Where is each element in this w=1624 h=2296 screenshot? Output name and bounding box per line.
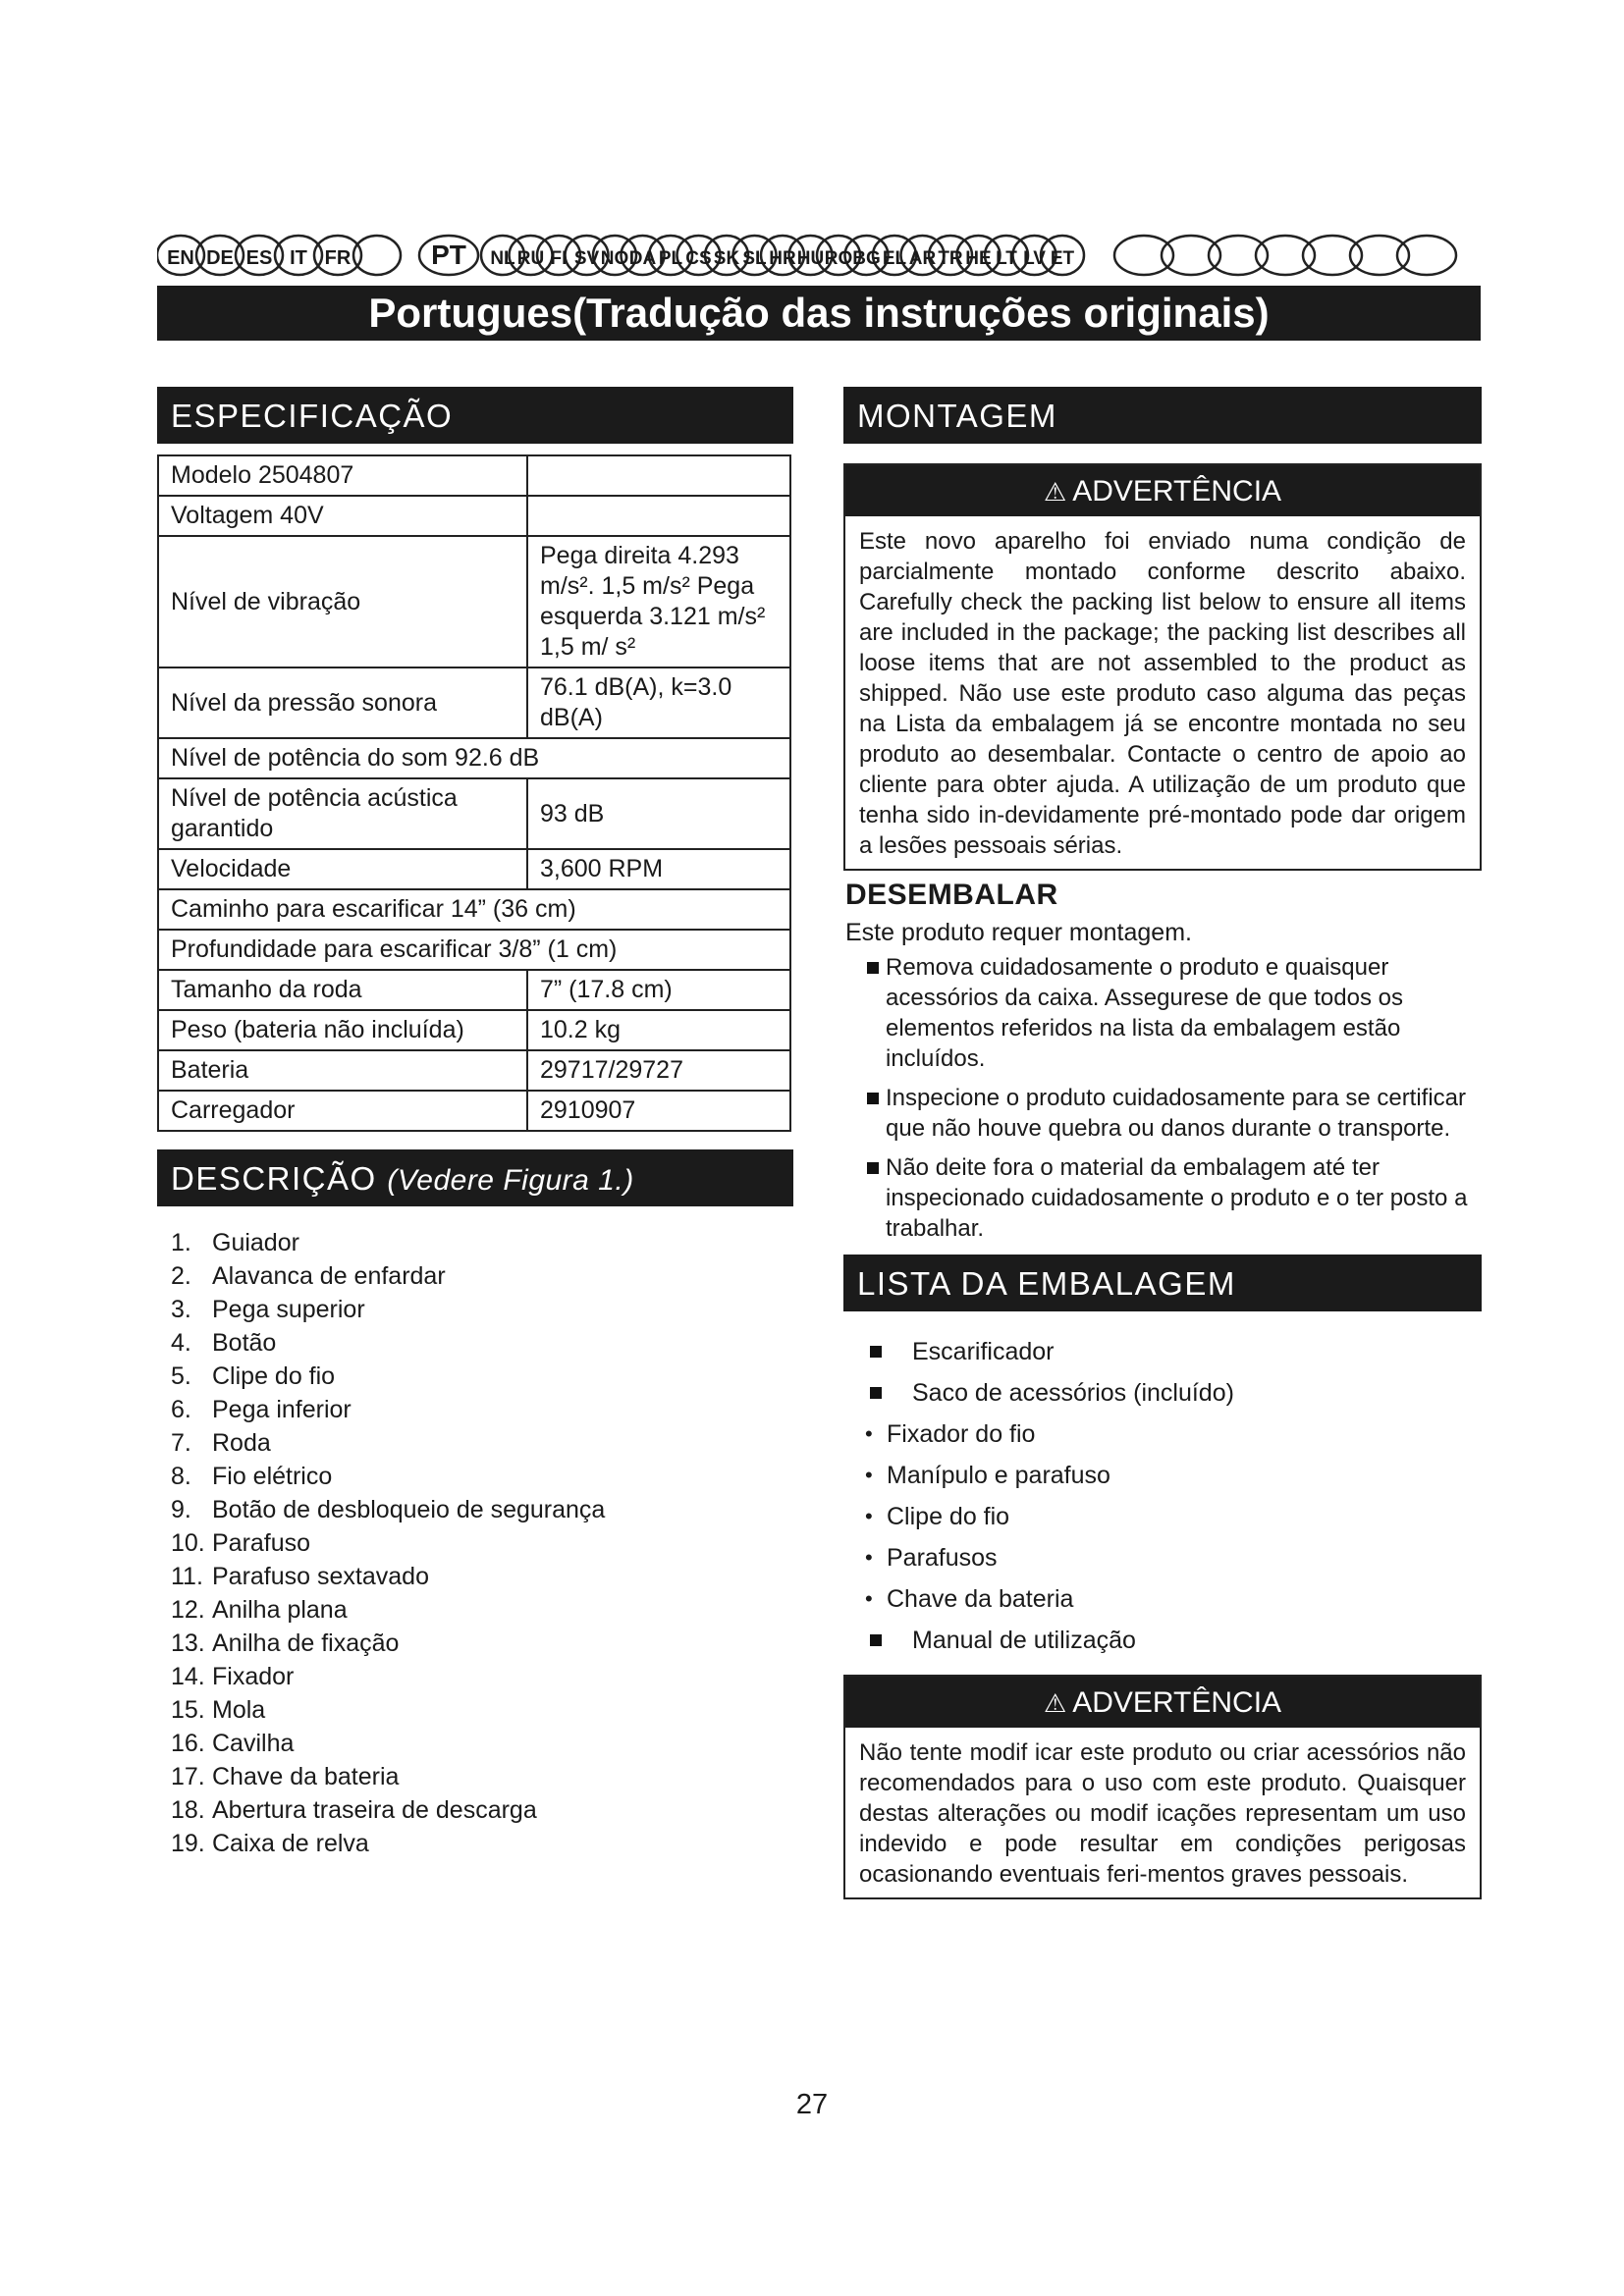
- descricao-heading-text: DESCRIÇÃO: [171, 1160, 377, 1197]
- language-tab-oval: [1114, 236, 1173, 275]
- item-text: Cavilha: [212, 1730, 295, 1757]
- warning-header: [845, 465, 1480, 516]
- warning-triangle-icon: ⚠: [1043, 1688, 1067, 1718]
- item-text: Anilha plana: [212, 1596, 348, 1624]
- list-item: [171, 1627, 793, 1660]
- language-tab-sv[interactable]: SV: [573, 248, 600, 269]
- spec-label: Peso (bateria não incluída): [158, 1010, 527, 1050]
- list-item: [843, 1620, 1482, 1661]
- list-item: [171, 1727, 793, 1760]
- dot-bullet-icon: •: [865, 1463, 873, 1487]
- language-tab-ar[interactable]: AR: [908, 248, 937, 269]
- spec-value: 3,600 RPM: [527, 849, 790, 889]
- item-number: 19.: [171, 1830, 205, 1857]
- language-tab-oval: [1162, 236, 1220, 275]
- item-text: Botão: [212, 1329, 277, 1357]
- spec-row: [158, 778, 790, 849]
- item-text: Fixador do fio: [887, 1420, 1036, 1448]
- item-text: Chave da bateria: [887, 1585, 1074, 1613]
- square-bullet-icon: [867, 962, 879, 974]
- item-number: 16.: [171, 1730, 205, 1757]
- item-text: Parafusos: [887, 1544, 998, 1572]
- language-tab-sk[interactable]: SK: [713, 248, 740, 269]
- item-text: Botão de desbloqueio de segurança: [212, 1496, 606, 1523]
- language-tab-es[interactable]: ES: [245, 247, 273, 269]
- list-item: [843, 1537, 1482, 1578]
- list-item: [843, 1414, 1482, 1455]
- spec-row: [158, 849, 790, 889]
- descricao-list: [157, 1226, 793, 1860]
- language-tab-ru[interactable]: RU: [516, 248, 545, 269]
- right-column: [843, 387, 1482, 1899]
- list-item: [171, 1493, 793, 1526]
- spec-row: [158, 970, 790, 1010]
- language-tab-tr[interactable]: TR: [938, 248, 963, 269]
- list-item: [171, 1226, 793, 1259]
- list-item: [171, 1593, 793, 1627]
- warning-box-assembly: [843, 463, 1482, 871]
- language-tab-strip: [157, 232, 1483, 279]
- item-number: 4.: [171, 1329, 191, 1357]
- item-number: 9.: [171, 1496, 191, 1523]
- warning-box-modification: [843, 1675, 1482, 1899]
- item-number: 5.: [171, 1362, 191, 1390]
- list-item: [171, 1460, 793, 1493]
- warning-title: ADVERTÊNCIA: [1072, 1686, 1282, 1719]
- spec-value: 10.2 kg: [527, 1010, 790, 1050]
- language-tab-no[interactable]: NO: [600, 248, 629, 269]
- list-item: [171, 1560, 793, 1593]
- warning-triangle-icon: ⚠: [1043, 477, 1067, 507]
- list-item: [171, 1259, 793, 1293]
- language-tab-et[interactable]: ET: [1050, 248, 1075, 269]
- list-item: [843, 952, 1482, 1074]
- spec-label: Tamanho da roda: [158, 970, 527, 1010]
- language-tab-fr[interactable]: FR: [324, 247, 352, 269]
- spec-value: Pega direita 4.293 m/s². 1,5 m/s² Pega esquerda 3.121 m/s² 1,5 m/ s²: [527, 536, 790, 667]
- item-text: Fio elétrico: [212, 1463, 333, 1490]
- item-text: Abertura traseira de descarga: [212, 1796, 537, 1824]
- page-number: 27: [795, 2089, 829, 2120]
- montagem-heading: MONTAGEM: [843, 387, 1482, 444]
- language-tab-bg[interactable]: BG: [852, 248, 881, 269]
- left-column: [157, 387, 793, 1860]
- packing-list: [843, 1331, 1482, 1661]
- language-tab-lt[interactable]: LT: [996, 248, 1017, 269]
- language-tab-nl[interactable]: NL: [490, 248, 515, 269]
- item-number: 2.: [171, 1262, 191, 1290]
- language-tab-oval: [1209, 236, 1268, 275]
- language-tab-hu[interactable]: HU: [796, 248, 825, 269]
- spec-value: 2910907: [527, 1091, 790, 1131]
- spec-label: Caminho para escarificar 14” (36 cm): [158, 889, 790, 930]
- spec-value: [527, 496, 790, 536]
- spec-label: Nível de potência do som 92.6 dB: [158, 738, 790, 778]
- square-bullet-icon: [870, 1387, 882, 1399]
- list-item: [171, 1526, 793, 1560]
- dot-bullet-icon: •: [865, 1504, 873, 1528]
- list-item: [843, 1331, 1482, 1372]
- desembalar-heading: DESEMBALAR: [845, 879, 1058, 911]
- language-tab-fi[interactable]: FI: [550, 248, 568, 269]
- spec-row: [158, 1091, 790, 1131]
- desembalar-list: [843, 952, 1482, 1244]
- item-text: Caixa de relva: [212, 1830, 369, 1857]
- list-item: [843, 1372, 1482, 1414]
- item-text: Chave da bateria: [212, 1763, 400, 1790]
- list-item: [843, 1083, 1482, 1144]
- spec-value: 7” (17.8 cm): [527, 970, 790, 1010]
- item-text: Roda: [212, 1429, 271, 1457]
- item-text: Pega superior: [212, 1296, 365, 1323]
- spec-label: Nível de potência acústica garantido: [158, 778, 527, 849]
- spec-label: Modelo 2504807: [158, 455, 527, 496]
- spec-value: [527, 455, 790, 496]
- spec-label: Carregador: [158, 1091, 527, 1131]
- item-number: 8.: [171, 1463, 191, 1490]
- list-item: [171, 1426, 793, 1460]
- lista-heading: LISTA DA EMBALAGEM: [843, 1255, 1482, 1311]
- list-item: [171, 1293, 793, 1326]
- language-tab-oval: [1303, 236, 1362, 275]
- item-number: 11.: [171, 1563, 203, 1590]
- language-tab-lv[interactable]: LV: [1023, 248, 1046, 269]
- list-item: [843, 1455, 1482, 1496]
- list-item: [171, 1760, 793, 1793]
- item-text: Fixador: [212, 1663, 295, 1690]
- list-item: [171, 1360, 793, 1393]
- item-text: Manual de utilização: [912, 1627, 1136, 1654]
- language-tab-oval: [1256, 236, 1315, 275]
- language-tabs: [157, 232, 1483, 279]
- language-tab-oval: [1350, 236, 1409, 275]
- item-number: 10.: [171, 1529, 205, 1557]
- list-item: [171, 1827, 793, 1860]
- spec-row: [158, 738, 790, 778]
- square-bullet-icon: [870, 1634, 882, 1646]
- item-number: 6.: [171, 1396, 191, 1423]
- language-tab-hr[interactable]: HR: [769, 248, 796, 269]
- language-tab-de[interactable]: DE: [206, 247, 234, 269]
- spec-value: 93 dB: [527, 778, 790, 849]
- descricao-heading: [157, 1149, 793, 1206]
- item-text: Clipe do fio: [887, 1503, 1010, 1530]
- list-item: [171, 1326, 793, 1360]
- item-number: 1.: [171, 1229, 191, 1256]
- list-item: [171, 1393, 793, 1426]
- spec-label: Profundidade para escarificar 3/8” (1 cm): [158, 930, 790, 970]
- item-number: 18.: [171, 1796, 205, 1824]
- language-tab-en[interactable]: EN: [167, 247, 194, 269]
- square-bullet-icon: [870, 1346, 882, 1358]
- spec-row: [158, 1050, 790, 1091]
- dot-bullet-icon: •: [865, 1545, 873, 1570]
- language-tab-sl[interactable]: SL: [742, 248, 767, 269]
- dot-bullet-icon: •: [865, 1421, 873, 1446]
- language-tab-pl[interactable]: PL: [658, 248, 683, 269]
- page-title: Portugues(Tradução das instruções originais): [157, 286, 1481, 341]
- list-item: [843, 1152, 1482, 1244]
- spec-value: 76.1 dB(A), k=3.0 dB(A): [527, 667, 790, 738]
- square-bullet-icon: [867, 1162, 879, 1174]
- item-text: Alavanca de enfardar: [212, 1262, 446, 1290]
- language-tab-cs[interactable]: CS: [685, 248, 712, 269]
- language-tab-pt[interactable]: PT: [431, 240, 466, 270]
- list-item: [171, 1660, 793, 1693]
- item-text: Guiador: [212, 1229, 299, 1256]
- item-text: Parafuso: [212, 1529, 311, 1557]
- spec-row: [158, 930, 790, 970]
- list-item: [171, 1793, 793, 1827]
- spec-heading: ESPECIFICAÇÃO: [157, 387, 793, 444]
- spec-label: Nível da pressão sonora: [158, 667, 527, 738]
- descricao-heading-note: (Vedere Figura 1.): [387, 1164, 634, 1197]
- item-text: Escarificador: [912, 1338, 1055, 1365]
- language-tab-it[interactable]: IT: [290, 247, 307, 269]
- spec-row: [158, 536, 790, 667]
- item-number: 7.: [171, 1429, 191, 1457]
- spec-row: [158, 455, 790, 496]
- item-number: 13.: [171, 1629, 205, 1657]
- warning-header: [845, 1677, 1480, 1728]
- spec-label: Velocidade: [158, 849, 527, 889]
- square-bullet-icon: [867, 1093, 879, 1104]
- dot-bullet-icon: •: [865, 1586, 873, 1611]
- list-item: [843, 1496, 1482, 1537]
- item-text: Não deite fora o material da embalagem até ter inspecionado cuidadosamente o produto e o ter posto a trabalhar.: [886, 1154, 1468, 1242]
- item-number: 12.: [171, 1596, 205, 1624]
- spec-row: [158, 667, 790, 738]
- spec-row: [158, 496, 790, 536]
- list-item: [171, 1693, 793, 1727]
- warning-text: Este novo aparelho foi enviado numa condição de parcialmente montado conforme descrito abaixo. Carefully check the packing list below to ensure all items are included in the package; the packing list describes all loose items that are not assembled to the product as shipped. Não use este produto caso alguma das peças na Lista da embalagem já se encontre montada no seu produto ao desembalar. Contacte o centro de apoio ao cliente para obter ajuda. A utilização de um produto que tenha sido in-devidamente pré-montado pode dar origem a lesões pessoais sérias.: [859, 528, 1466, 859]
- language-tab-he[interactable]: HE: [965, 248, 992, 269]
- item-text: Parafuso sextavado: [212, 1563, 429, 1590]
- spec-label: Bateria: [158, 1050, 527, 1091]
- language-tab-ro[interactable]: RO: [824, 248, 853, 269]
- item-text: Clipe do fio: [212, 1362, 336, 1390]
- spec-row: [158, 1010, 790, 1050]
- spec-table: [157, 454, 791, 1132]
- warning-title: ADVERTÊNCIA: [1072, 475, 1282, 507]
- list-item: [843, 1578, 1482, 1620]
- item-text: Pega inferior: [212, 1396, 352, 1423]
- item-text: Saco de acessórios (incluído): [912, 1379, 1234, 1407]
- spec-row: [158, 889, 790, 930]
- item-text: Remova cuidadosamente o produto e quaisquer acessórios da caixa. Assegurese de que todos os elementos referidos na lista da embalagem estão incluídos.: [886, 954, 1403, 1072]
- language-tab-oval: [1397, 236, 1456, 275]
- desembalar-intro: Este produto requer montagem.: [845, 919, 1192, 946]
- item-number: 17.: [171, 1763, 205, 1790]
- item-number: 15.: [171, 1696, 205, 1724]
- language-tab-el[interactable]: EL: [882, 248, 907, 269]
- spec-label: Nível de vibração: [158, 536, 527, 667]
- language-tab-da[interactable]: DA: [628, 248, 657, 269]
- item-number: 3.: [171, 1296, 191, 1323]
- item-number: 14.: [171, 1663, 205, 1690]
- item-text: Inspecione o produto cuidadosamente para se certificar que não houve quebra ou danos durante o transporte.: [886, 1085, 1467, 1142]
- item-text: Manípulo e parafuso: [887, 1462, 1110, 1489]
- warning-text: Não tente modif icar este produto ou criar acessórios não recomendados para o uso com este produto. Quaisquer destas alterações ou modif icações representam um uso indevido e pode resultar em condições perigosas ocasionando eventuais feri-mentos graves pessoais.: [859, 1739, 1466, 1888]
- item-text: Mola: [212, 1696, 266, 1724]
- spec-value: 29717/29727: [527, 1050, 790, 1091]
- spec-label: Voltagem 40V: [158, 496, 527, 536]
- item-text: Anilha de fixação: [212, 1629, 400, 1657]
